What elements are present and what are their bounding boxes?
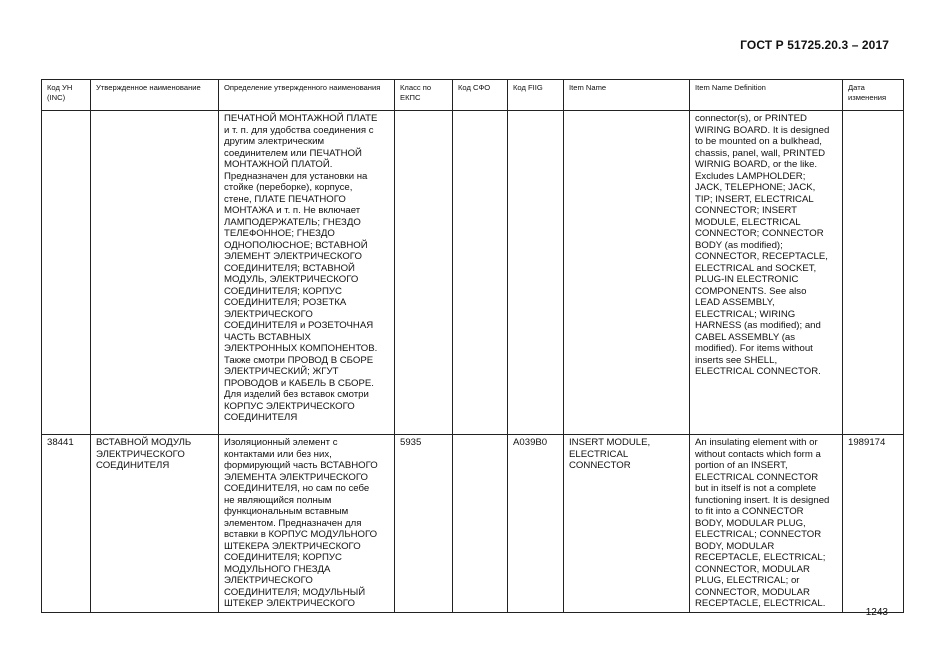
page-number: 1243: [865, 607, 888, 618]
column-header-fiig-code: Код FIIG: [508, 80, 564, 111]
cell-ekps-class: [395, 111, 453, 435]
cell-inc-text: 38441: [47, 437, 74, 448]
cell-item-name-definition-text: connector(s), or PRINTED WIRING BOARD. It is designed to be mounted on a bulkhead, chassis, panel, wall, PRINTED WIRNIG BOARD, or the like. Excludes LAMPHOLDER; JACK, TELEPHONE; JACK, TIP; INSERT, ELECTRICAL CONNECTOR; INSERT MODULE, ELECTRICAL CONNECTOR; CONNECTOR BODY (as modified); CONNECTOR, RECEPTACLE, ELECTRICAL and SOCKET, PLUG-IN ELECTRONIC COMPONENTS. See also LEAD ASSEMBLY, ELECTRICAL; WIRING HARNESS (as modified); and CABEL ASSEMBLY (as modified). For items without inserts see SHELL, ELECTRICAL CONNECTOR.: [695, 113, 830, 377]
cell-sfo-code: [453, 435, 508, 613]
table-row: [42, 435, 904, 613]
cell-definition: [219, 111, 395, 435]
column-header-change-date: Дата изменения: [843, 80, 904, 111]
cell-item-name-definition-text: An insulating element with or without contacts which form a portion of an INSERT, ELECTRICAL CONNECTOR but in itself is not a complete functioning insert. It is designed to fit into a CONNECTOR BODY, MODULAR PLUG, ELECTRICAL; CONNECTOR BODY, MODULAR RECEPTACLE, ELECTRICAL; CONNECTOR, MODULAR PLUG, ELECTRICAL; or CONNECTOR, MODULAR RECEPTACLE, ELECTRICAL.: [695, 437, 830, 609]
cell-fiig-code-text: A039B0: [513, 437, 548, 448]
cell-approved-name-text: ВСТАВНОЙ МОДУЛЬ ЭЛЕКТРИЧЕСКОГО СОЕДИНИТЕЛЯ: [96, 437, 192, 471]
cell-item-name-definition: [690, 435, 843, 613]
cell-approved-name: [91, 435, 219, 613]
cell-ekps-class: [395, 435, 453, 613]
table-header-row: [42, 80, 904, 111]
cell-definition-text: ПЕЧАТНОЙ МОНТАЖНОЙ ПЛАТЕ и т. п. для удобства соединения с другим электрическим соединителем или ПЕЧАТНОЙ МОНТАЖНОЙ ПЛАТОЙ. Предназначен для установки на стойке (переборке), корпусе, стене, ПЛАТЕ ПЕЧАТНОГО МОНТАЖА и т. п. Не включает ЛАМПОДЕРЖАТЕЛЬ; ГНЕЗДО ТЕЛЕФОННОЕ; ГНЕЗДО ОДНОПОЛЮСНОЕ; ВСТАВНОЙ ЭЛЕМЕНТ ЭЛЕКТРИЧЕСКОГО СОЕДИНИТЕЛЯ; ВСТАВНОЙ МОДУЛЬ, ЭЛЕКТРИЧЕСКОГО СОЕДИНИТЕЛЯ; КОРПУС СОЕДИНИТЕЛЯ; РОЗЕТКА ЭЛЕКТРИЧЕСКОГО СОЕДИНИТЕЛЯ и РОЗЕТОЧНАЯ ЧАСТЬ ВСТАВНЫХ ЭЛЕКТРОННЫХ КОМПОНЕНТОВ. Также смотри ПРОВОД В СБОРЕ ЭЛЕКТРИЧЕСКИЙ; ЖГУТ ПРОВОДОВ и КАБЕЛЬ В СБОРЕ. Для изделий без вставок смотри КОРПУС ЭЛЕКТРИЧЕСКОГО СОЕДИНИТЕЛЯ: [224, 113, 378, 423]
cell-fiig-code: [508, 435, 564, 613]
cell-definition-text: Изоляционный элемент с контактами или без них, формирующий часть ВСТАВНОГО ЭЛЕМЕНТА ЭЛЕКТРИЧЕСКОГО СОЕДИНИТЕЛЯ, но сам по себе не являющийся полным функциональным вставным элементом. Предназначен для вставки в КОРПУС МОДУЛЬНОГО ШТЕКЕРА ЭЛЕКТРИЧЕСКОГО СОЕДИНИТЕЛЯ; КОРПУС МОДУЛЬНОГО ГНЕЗДА ЭЛЕКТРИЧЕСКОГО СОЕДИНИТЕЛЯ; МОДУЛЬНЫЙ ШТЕКЕР ЭЛЕКТРИЧЕСКОГО: [224, 437, 378, 609]
column-header-definition: Определение утвержденного наименования: [219, 80, 395, 111]
cell-item-name: [564, 435, 690, 613]
table-row: [42, 111, 904, 435]
cell-item-name-definition: [690, 111, 843, 435]
column-header-approved-name: Утвержденное наименование: [91, 80, 219, 111]
column-header-item-name-definition: Item Name Definition: [690, 80, 843, 111]
column-header-ekps-class: Класс по ЕКПС: [395, 80, 453, 111]
cell-item-name-text: INSERT MODULE, ELECTRICAL CONNECTOR: [569, 437, 651, 471]
nomenclature-table: [41, 79, 904, 613]
cell-inc: [42, 435, 91, 613]
cell-approved-name: [91, 111, 219, 435]
cell-definition: [219, 435, 395, 613]
cell-change-date: [843, 111, 904, 435]
cell-item-name: [564, 111, 690, 435]
cell-change-date: [843, 435, 904, 613]
column-header-sfo-code: Код СФО: [453, 80, 508, 111]
cell-change-date-text: 1989174: [848, 437, 886, 448]
column-header-item-name: Item Name: [564, 80, 690, 111]
cell-inc: [42, 111, 91, 435]
cell-sfo-code: [453, 111, 508, 435]
document-header: ГОСТ Р 51725.20.3 – 2017: [740, 38, 889, 52]
column-header-inc: Код УН (INC): [42, 80, 91, 111]
cell-fiig-code: [508, 111, 564, 435]
cell-ekps-class-text: 5935: [400, 437, 422, 448]
